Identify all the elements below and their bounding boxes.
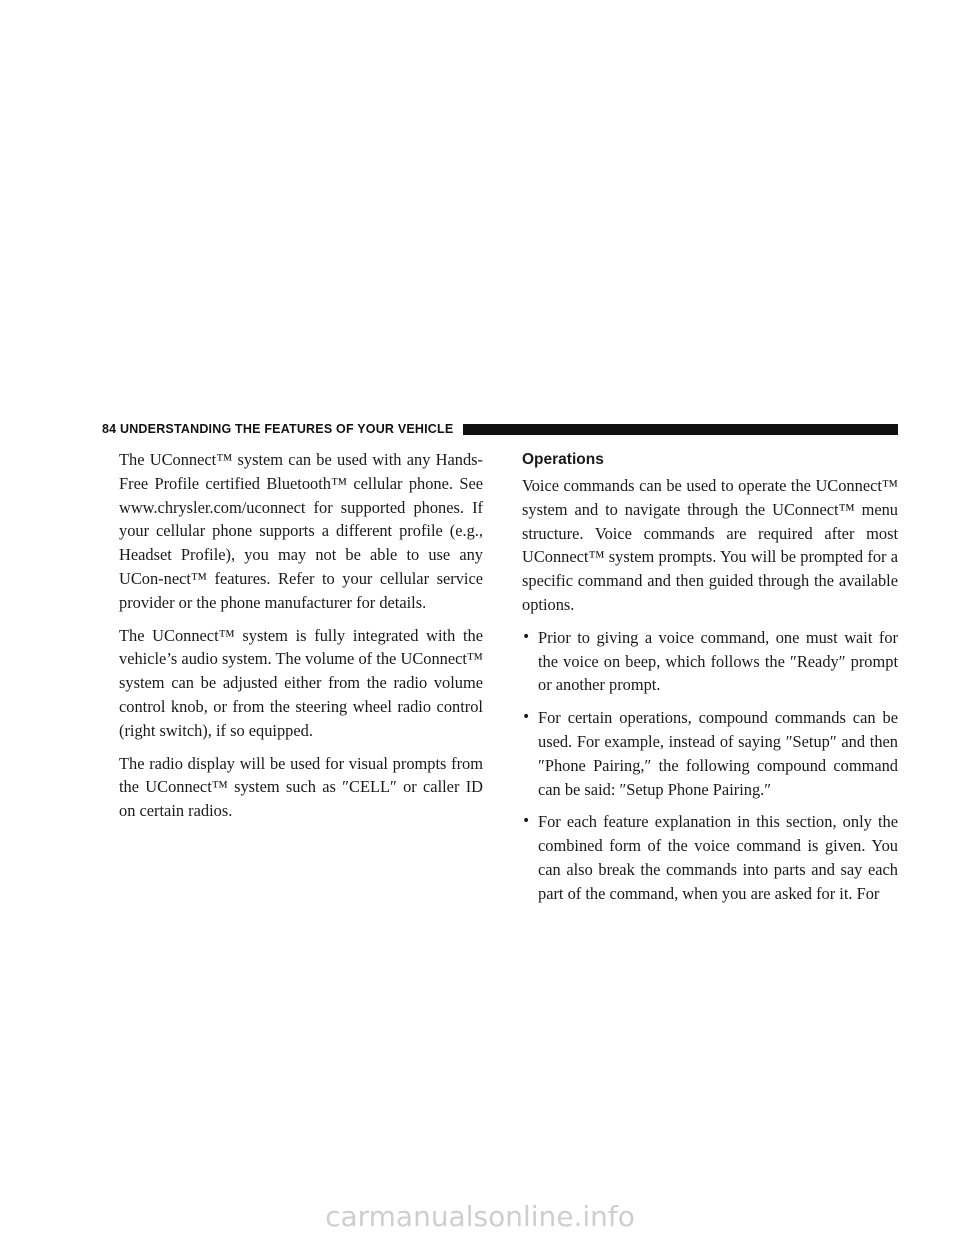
bullet-icon: • [522, 813, 531, 830]
bullet-icon: • [522, 709, 531, 726]
left-column [119, 448, 483, 832]
list-item [522, 810, 898, 905]
right-column [522, 448, 898, 915]
list-item [522, 706, 898, 801]
running-header [102, 421, 898, 437]
bullet-text: Prior to giving a voice command, one must wait for the voice on beep, which follows the ″Ready″ prompt or another prompt. [538, 627, 898, 695]
operations-bullet-list [522, 626, 898, 906]
bullet-text: For certain operations, compound commands can be used. For example, instead of saying ″Setup″ and then ″Phone Pairing,″ the following compound command can be said: ″Setup Phone Pairing.″ [538, 708, 898, 799]
paragraph-radio-display: The radio display will be used for visual prompts from the UConnect™ system such as ″CELL″ or caller ID on certain radios. [119, 753, 483, 821]
bullet-icon: • [522, 628, 531, 645]
paragraph-audio-integration: The UConnect™ system is fully integrated with the vehicle’s audio system. The volume of the UConnect™ system can be adjusted either from the radio volume control knob, or from the steering wheel radio control (right switch), if so equipped. [119, 625, 483, 740]
paragraph-compatibility: The UConnect™ system can be used with any Hands-Free Profile certified Bluetooth™ cellular phone. See www.chrysler.com/uconnect for supported phones. If your cellular phone supports a different profile (e.g., Headset Profile), you may not be able to use any UCon-nect™ features. Refer to your cellular service provider or the phone manufacturer for details. [119, 450, 483, 612]
header-rule-bar [463, 424, 898, 435]
section-heading-operations: Operations [522, 451, 604, 468]
page-header-label: 84 UNDERSTANDING THE FEATURES OF YOUR VEHICLE [102, 422, 454, 436]
paragraph-operations-intro: Voice commands can be used to operate the UConnect™ system and to navigate through the UConnect™ menu structure. Voice commands are required after most UConnect™ system prompts. You will be prompted for a specific command and then guided through the available options. [522, 476, 898, 614]
bullet-text: For each feature explanation in this section, only the combined form of the voice command is given. You can also break the commands into parts and say each part of the command, when you are asked for it. For [538, 812, 898, 903]
list-item [522, 626, 898, 697]
watermark: carmanualsonline.info [325, 1200, 635, 1233]
